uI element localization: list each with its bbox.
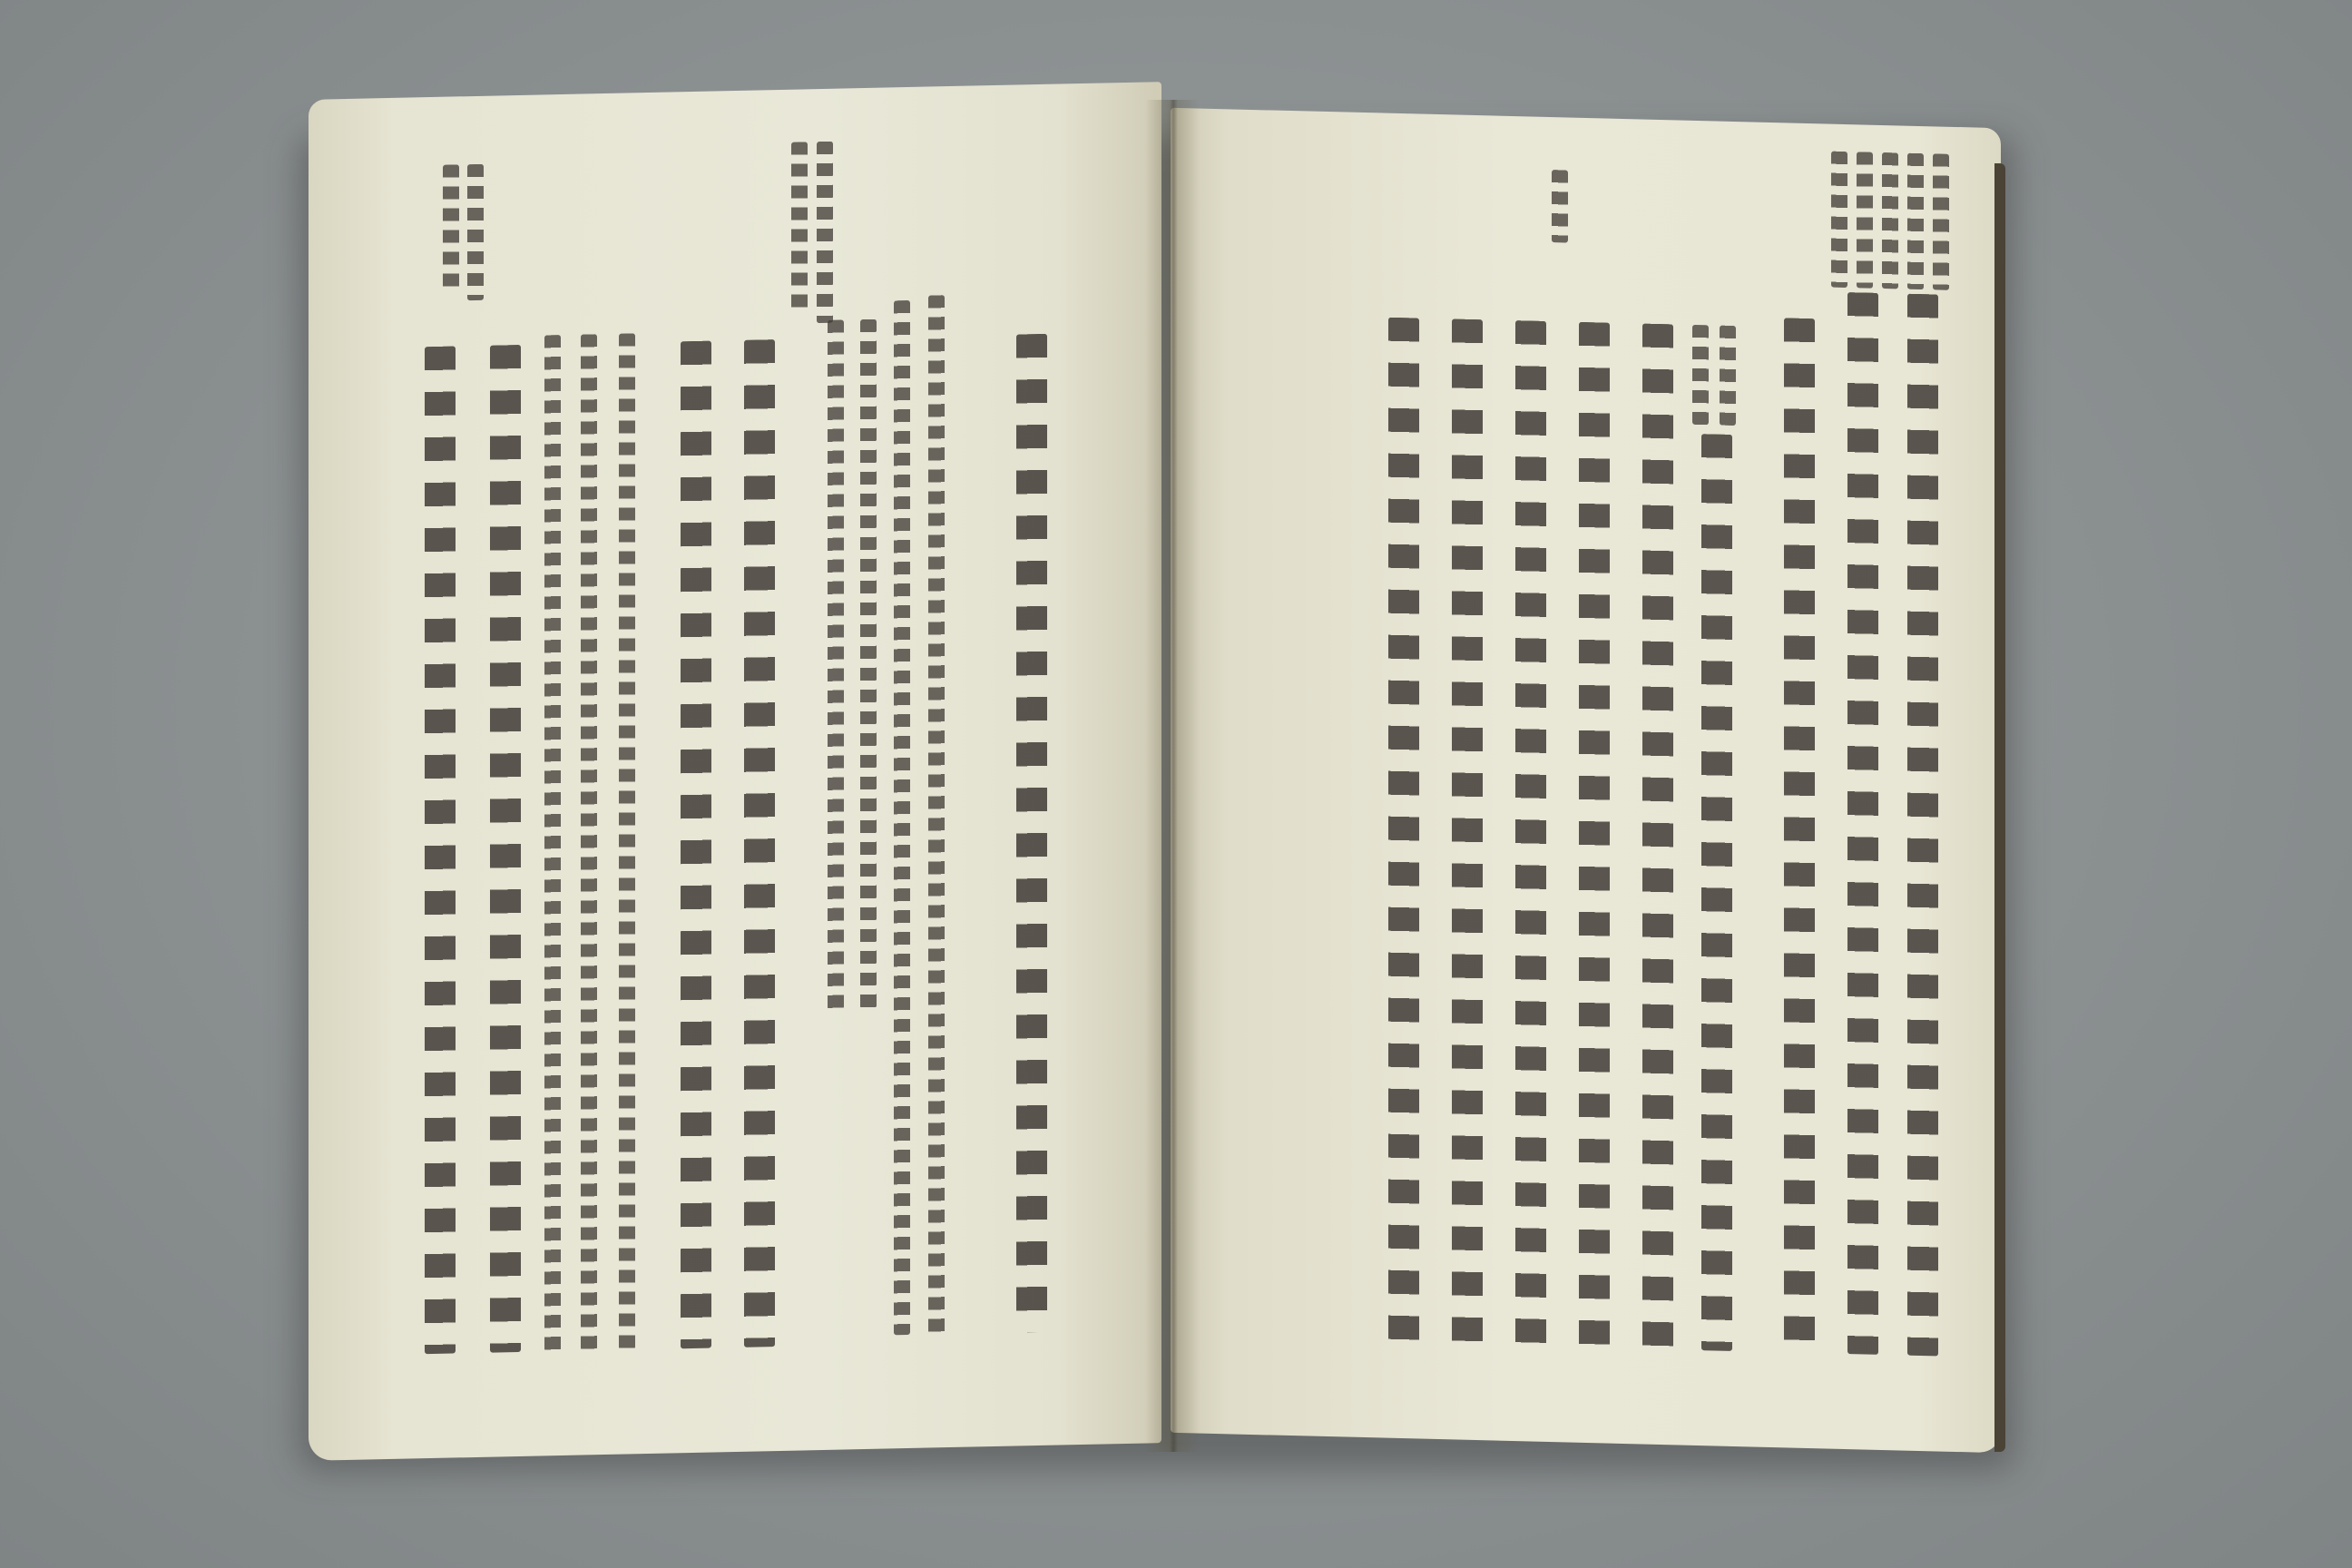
right-page-text-column (1784, 318, 1815, 1353)
left-page-text-column (490, 345, 521, 1353)
book-gutter (1145, 100, 1200, 1452)
left-page-note-column (467, 164, 484, 300)
right-page-note-column (1907, 153, 1924, 289)
right-page-text-column (1701, 434, 1732, 1351)
right-page-note-column (1882, 152, 1898, 289)
left-page-text-column (894, 300, 910, 1335)
right-page-text-column (1388, 318, 1419, 1344)
left-page-text-column (860, 319, 877, 1009)
left-page-text-column (581, 334, 597, 1350)
right-page-note-column (1831, 152, 1847, 288)
left-page-text-column (425, 346, 456, 1354)
book-cover-edge (1994, 163, 2005, 1452)
left-page-text-column (744, 339, 775, 1348)
right-page-text-column (1847, 292, 1878, 1355)
right-page (1171, 108, 2001, 1453)
right-page-text-column (1579, 322, 1610, 1348)
right-page-text-column (1642, 324, 1673, 1350)
left-page (309, 82, 1161, 1461)
right-page-text-column (1692, 325, 1709, 425)
left-page-text-column (928, 295, 945, 1338)
right-page-note-column (1857, 152, 1873, 288)
left-page-note-column (443, 164, 459, 291)
left-page-text-column (1016, 334, 1047, 1333)
right-page-text-column (1907, 294, 1938, 1357)
right-page-text-column (1452, 318, 1483, 1345)
left-page-note-column (791, 142, 808, 314)
right-page-text-column (1720, 326, 1736, 426)
right-page-text-column (1515, 320, 1546, 1347)
left-page-note-column (817, 142, 833, 323)
left-page-text-column (619, 333, 635, 1349)
left-page-text-column (828, 319, 844, 1009)
right-page-heading-column (1552, 170, 1568, 242)
left-page-text-column (681, 341, 711, 1349)
right-page-note-column (1933, 153, 1949, 289)
left-page-text-column (544, 335, 561, 1351)
